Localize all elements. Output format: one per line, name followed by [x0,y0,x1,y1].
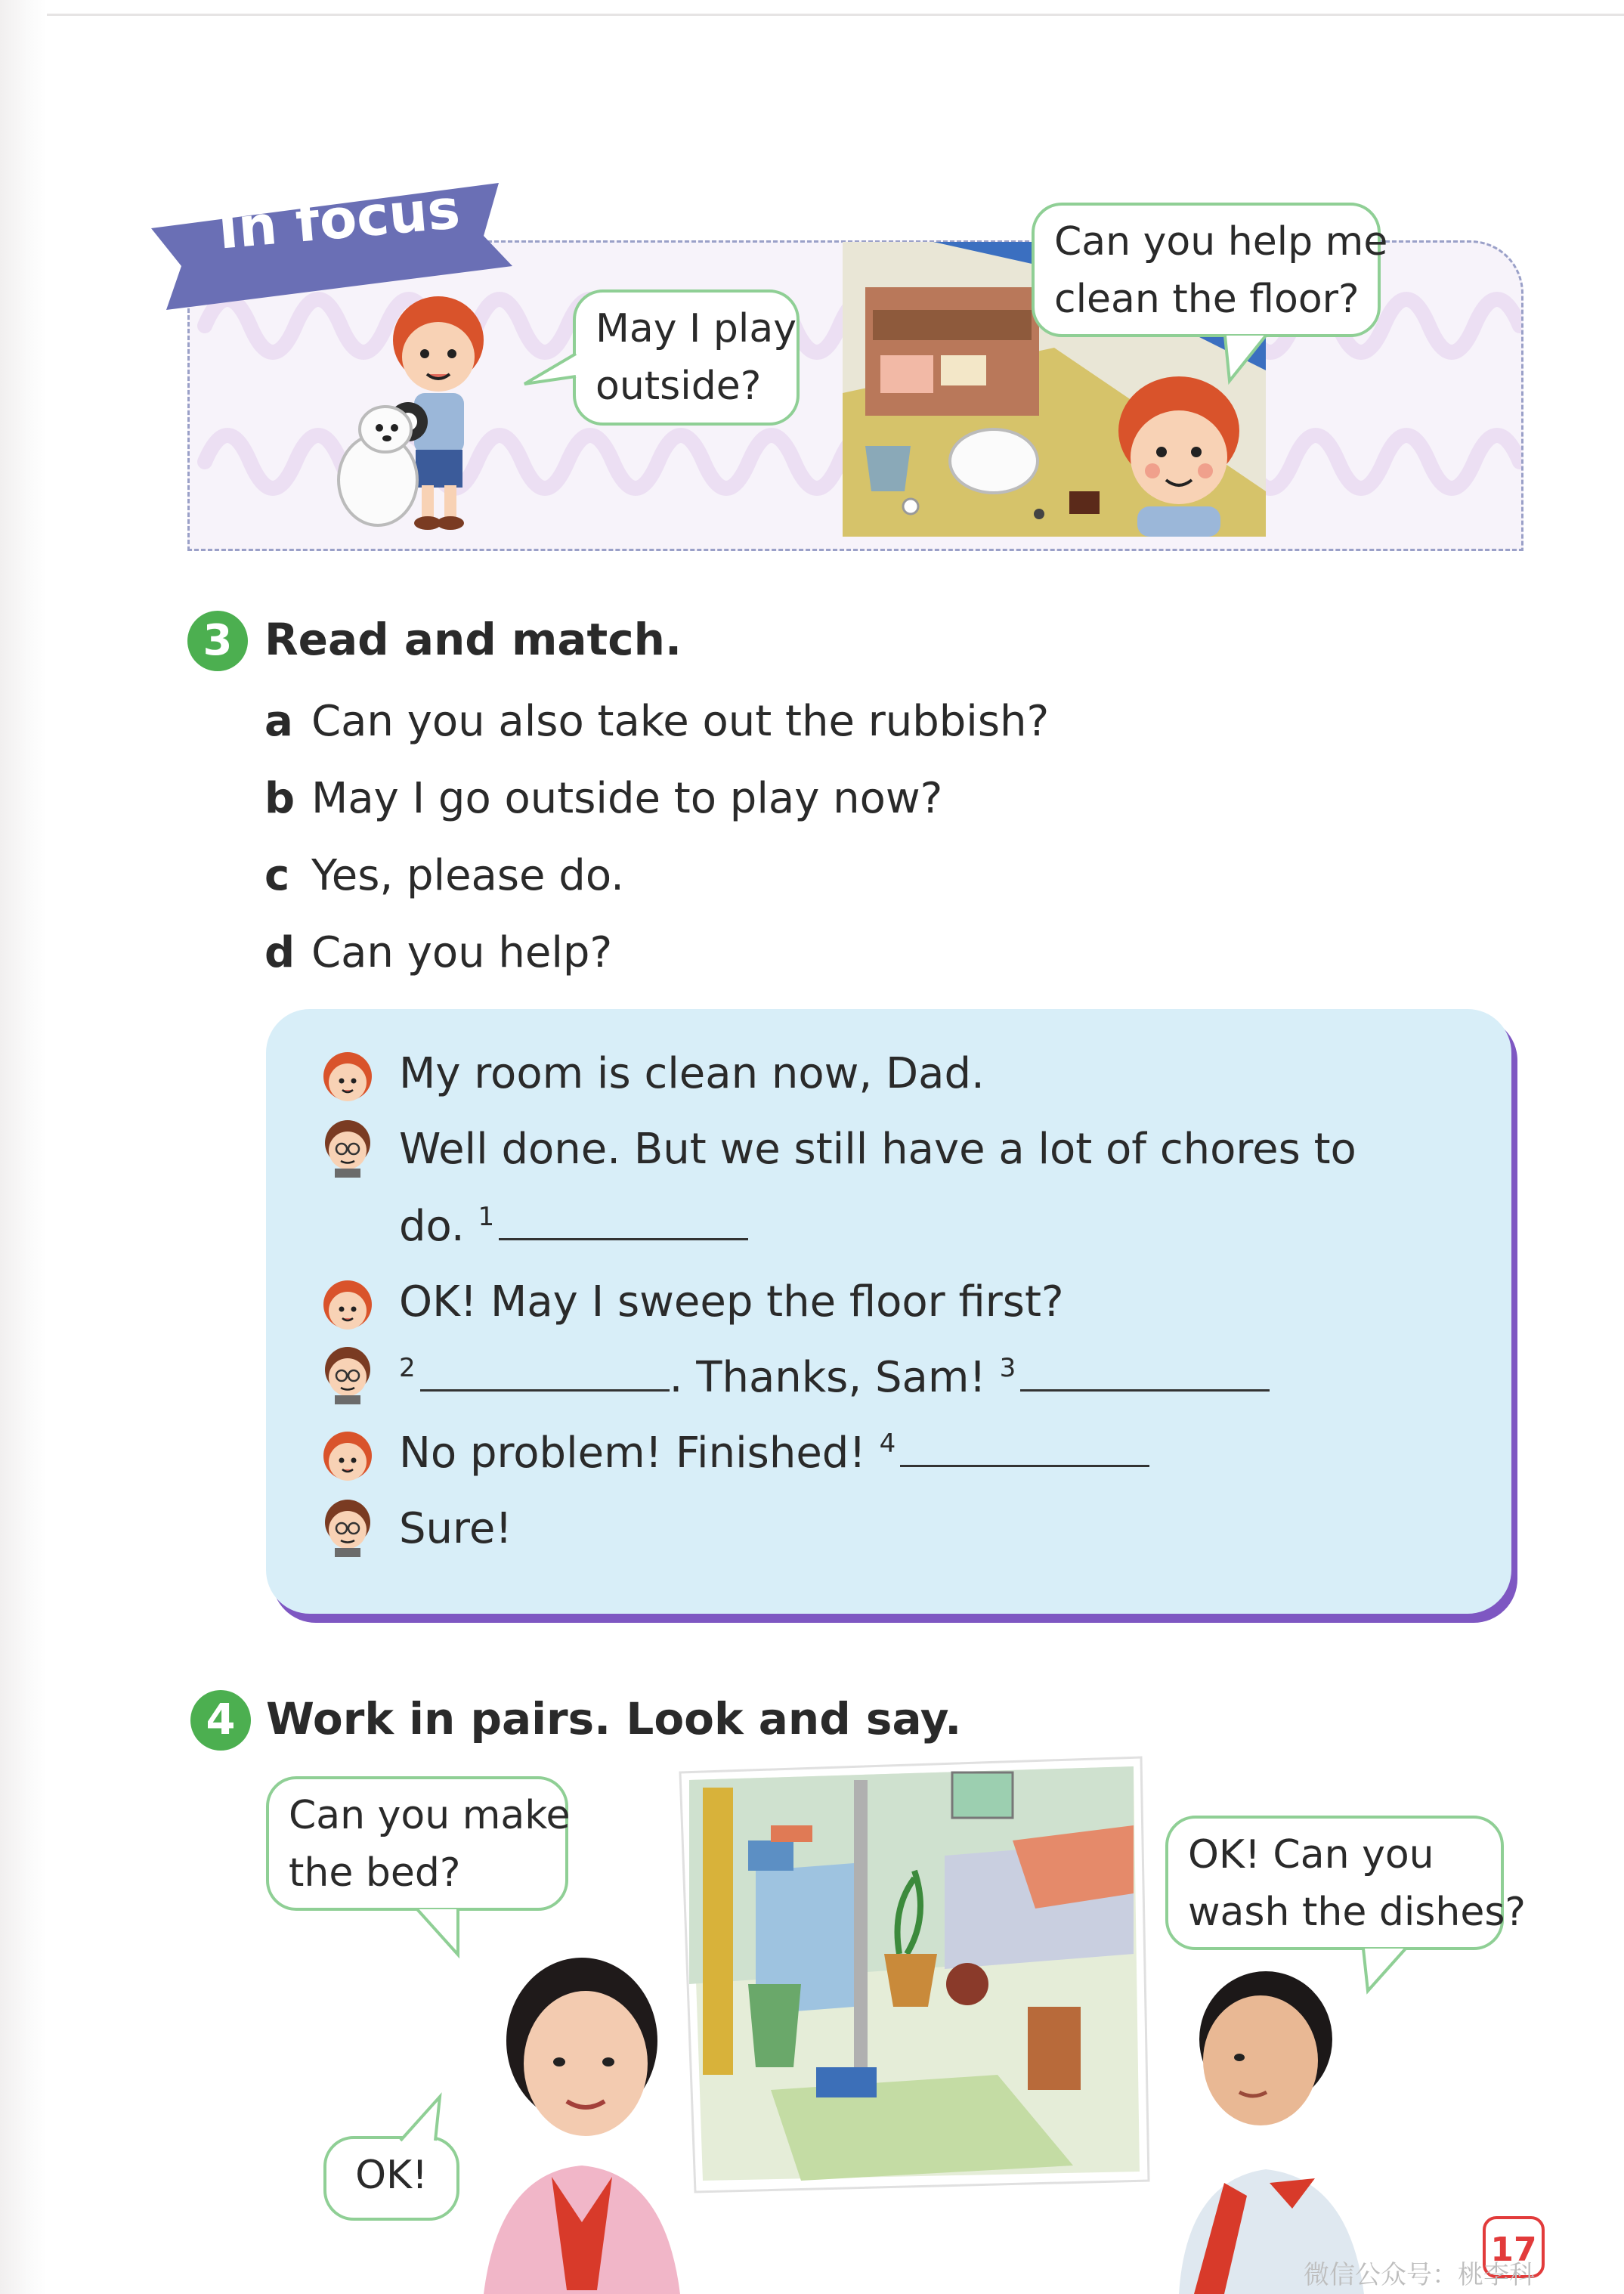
dialogue-line-5 [399,1429,1149,1478]
blank-number: 4 [879,1429,896,1460]
bubble-tail [414,1906,475,1959]
sam-avatar-icon [321,1049,374,1110]
option-text: Can you also take out the rubbish? [311,697,1050,746]
option-letter: c [264,851,290,900]
dialogue-line-1: My room is clean now, Dad. [399,1049,985,1098]
dialogue-line-2-cont [399,1202,748,1251]
bubble-tail [521,349,582,395]
option-text: Yes, please do. [311,851,624,900]
blank-number: 1 [478,1202,495,1233]
blank-2[interactable] [420,1386,670,1392]
option-text: Can you help? [311,928,613,977]
sam-avatar-icon [321,1277,374,1338]
blank-4[interactable] [900,1462,1149,1467]
option-a [264,697,1049,746]
boy-with-dog-illustration [333,287,529,537]
bubble-line-2: outside? [595,364,762,409]
blank-number: 3 [999,1353,1016,1384]
bubble-line-1: OK! Can you [1188,1832,1434,1878]
bubble-tail [1359,1946,1419,1998]
dialogue-text: No problem! Finished! [399,1429,866,1478]
page-number: 17 [1483,2216,1545,2278]
speech-bubble-clean-floor [1032,203,1388,337]
boy-photo-illustration [1164,1964,1368,2294]
speech-bubble-make-bed [266,1776,571,1911]
boy-face-illustration [1107,374,1251,537]
bubble-line-1: May I play [595,306,797,351]
option-letter: b [264,774,295,823]
dad-avatar-icon [321,1117,374,1178]
bubble-tail [1220,333,1273,385]
option-b [264,774,942,823]
section-3-title: Read and match. [264,614,682,665]
dialogue-line-2: Well done. But we still have a lot of chores to [399,1125,1356,1174]
dialogue-text: do. [399,1202,465,1251]
speech-bubble-may-i-play [573,289,800,426]
bubble-line-2: clean the floor? [1054,277,1360,322]
option-c [264,851,624,900]
option-text: May I go outside to play now? [311,774,943,823]
blank-number: 2 [399,1353,416,1384]
watermark: 微信公众号：桃李科 [1304,2260,1535,2290]
dialogue-line-4 [399,1353,1270,1402]
in-focus-title: In focus [215,177,462,262]
section-4-title: Work in pairs. Look and say. [266,1693,962,1744]
girl-photo-illustration [453,1958,710,2294]
option-d [264,928,612,977]
book-spine [0,0,47,2294]
speech-bubble-ok: OK! [323,2136,459,2221]
dialogue-text: . Thanks, Sam! [669,1353,986,1402]
dialogue-line-3: OK! May I sweep the floor first? [399,1277,1064,1327]
option-letter: d [264,928,295,977]
section-4-number: 4 [190,1690,251,1751]
bubble-line-1: Can you help me [1054,219,1388,265]
option-letter: a [264,697,293,746]
bubble-line-2: the bed? [289,1850,461,1896]
bedroom-illustration [680,1757,1149,2192]
blank-1[interactable] [499,1235,748,1240]
speech-bubble-wash-dishes [1165,1816,1527,1950]
section-3-number: 3 [187,611,248,671]
dad-avatar-icon [321,1497,374,1557]
blank-3[interactable] [1020,1386,1270,1392]
dad-avatar-icon [321,1344,374,1404]
bubble-line-2: wash the dishes? [1188,1890,1527,1935]
bubble-tail [393,2092,453,2145]
dialogue-line-6: Sure! [399,1504,512,1553]
sam-avatar-icon [321,1429,374,1489]
page-top-edge [47,14,1624,16]
bubble-line-1: Can you make [289,1793,571,1838]
